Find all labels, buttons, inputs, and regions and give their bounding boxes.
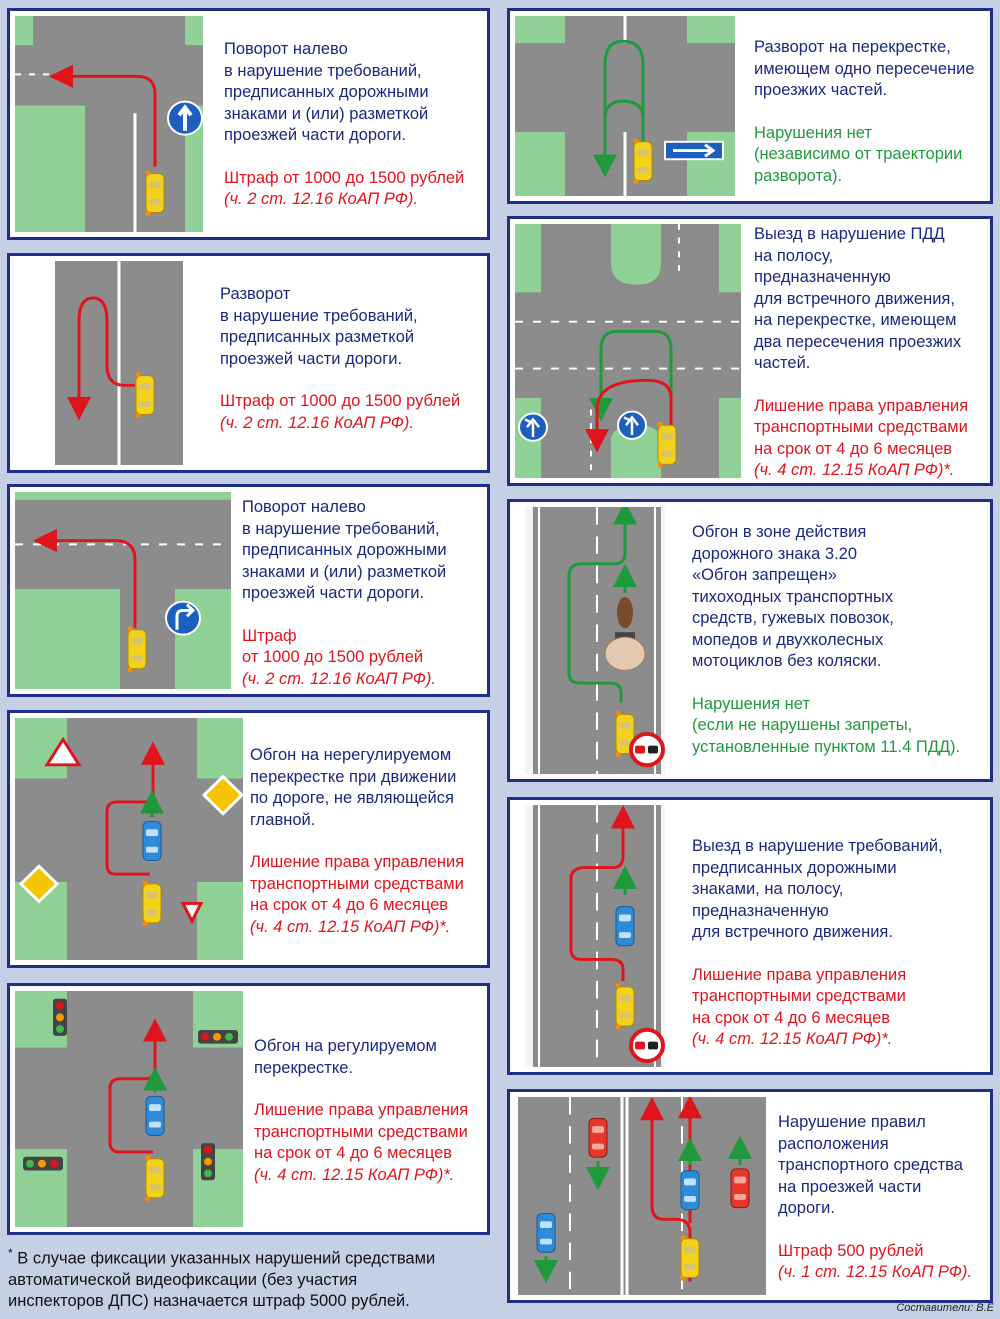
credit: Составители: В.Е [896,1302,994,1314]
card-9-penalty: Лишение права управления транспортными средствами на срок от 4 до 6 месяцев [692,965,907,1027]
card-u-turn-intersection-ok [507,8,993,204]
scene-overtake-slow [525,507,665,774]
card-6-description: Разворот на перекрестке, имеющем одно пересечение проезжих частей. [754,38,975,99]
card-left-turn-signs [7,8,490,240]
card-3-penalty: Штраф от 1000 до 1500 рублей [242,626,424,666]
card-2-penalty: Штраф от 1000 до 1500 рублей [220,392,461,410]
card-5-article: (ч. 4 ст. 12.15 КоАП РФ)*. [254,1165,455,1184]
card-1-penalty: Штраф от 1000 до 1500 рублей [224,168,465,187]
card-8-description: Обгон в зоне действия дорожного знака 3.20 «Обгон запрещен» тихоходных транспортных средств, гужевых повозок, мопедов и двухколесных мотоциклов без коляски. [692,523,894,670]
card-u-turn-markings [7,253,490,473]
card-1-description: Поворот налево в нарушение требований, предписанных дорожными знаками и (или) разметкой проезжей части дороги. [224,40,429,144]
scene-two-crossings [515,224,741,478]
card-left-turn-sign-right [7,484,490,697]
card-oncoming-two-crossings [507,216,993,486]
card-7-description: Выезд в нарушение ПДД на полосу, предназначенную для встречного движения, на перекрестке, имеющем два пересечения проезжих частей. [754,225,962,372]
card-5-description: Обгон на регулируемом перекрестке. [254,1037,437,1077]
card-10-penalty: Штраф 500 рублей [778,1241,924,1260]
card-10-description: Нарушение правил расположения транспортного средства на проезжей части дороги. [778,1113,963,1217]
card-oncoming-lane-signs [507,797,993,1075]
card-overtake-slow-ok [507,499,993,782]
card-9-article: (ч. 4 ст. 12.15 КоАП РФ)*. [692,1030,893,1048]
card-overtake-regulated [7,983,490,1235]
card-3-article: (ч. 2 ст. 12.16 КоАП РФ). [242,669,436,688]
scene-left-turn-2 [15,492,231,689]
scene-oncoming-lane [525,805,665,1067]
card-2-description: Разворот в нарушение требований, предписанных разметкой проезжей части дороги. [220,285,418,368]
card-5-penalty: Лишение права управления транспортными средствами на срок от 4 до 6 месяцев [254,1101,469,1162]
scene-u-turn [55,261,183,465]
scene-overtake-unregulated [15,718,243,960]
traffic-light-icon-2 [198,1030,238,1044]
traffic-light-icon [53,999,67,1036]
card-4-description: Обгон на нерегулируемом перекрестке при движении по дороге, не являющейся главной. [250,746,457,829]
card-7-penalty: Лишение права управления транспортными средствами на срок от 4 до 6 месяцев [754,396,969,458]
traffic-light-icon-4 [201,1143,215,1180]
scene-left-turn [15,16,203,232]
card-2-article: (ч. 2 ст. 12.16 КоАП РФ). [220,413,414,432]
card-4-penalty: Лишение права управления транспортными средствами на срок от 4 до 6 месяцев [250,853,465,914]
scene-overtake-regulated [15,991,243,1227]
footnote [8,1243,488,1312]
traffic-light-icon-3 [23,1157,63,1171]
card-overtake-unregulated [7,710,490,968]
card-1-article: (ч. 2 ст. 12.16 КоАП РФ). [224,190,418,208]
card-10-article: (ч. 1 ст. 12.15 КоАП РФ). [778,1263,972,1281]
card-8-verdict: Нарушения нет (если не нарушены запреты, установленные пунктом 11.4 ПДД). [692,694,961,756]
card-9-description: Выезд в нарушение требований, предписанных дорожными знаками, на полосу, предназначенную для встречного движения. [692,837,943,941]
footnote-mark: * [8,1246,13,1260]
card-7-article: (ч. 4 ст. 12.15 КоАП РФ)*. [754,461,955,479]
right-turn-only-sign-icon [166,602,200,635]
card-3-description: Поворот налево в нарушение требований, предписанных дорожными знаками и (или) разметкой проезжей части дороги. [242,498,447,602]
scene-vehicle-position [518,1097,766,1295]
footnote-text: В случае фиксации указанных нарушений средствами автоматической видеофиксации (без участия инспекторов ДПС) назначается штраф 5000 рублей. [8,1249,436,1310]
scene-u-turn-ok [515,16,735,196]
card-4-article: (ч. 4 ст. 12.15 КоАП РФ)*. [250,917,451,936]
card-6-verdict: Нарушения нет (независимо от траектории разворота). [754,123,963,185]
card-vehicle-position [507,1089,993,1303]
